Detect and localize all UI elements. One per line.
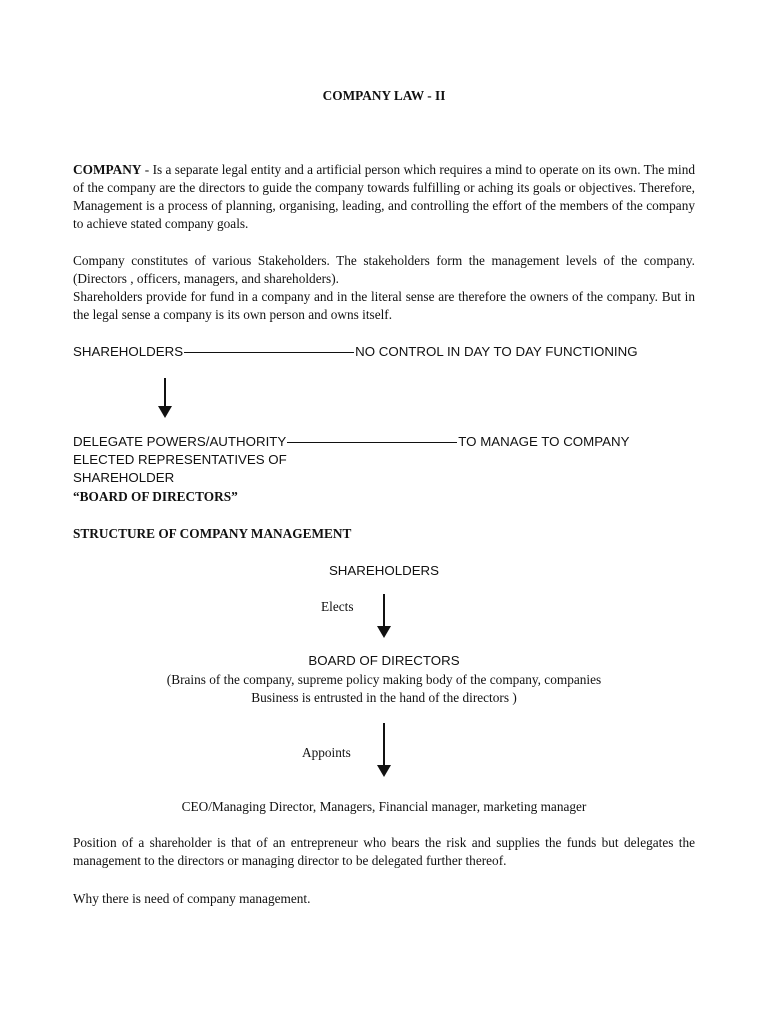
why-line: Why there is need of company management. (73, 891, 311, 906)
shareholders-flow-line (73, 343, 638, 361)
down-arrow-icon (374, 723, 394, 777)
manage-label: TO MANAGE TO COMPANY (458, 434, 630, 449)
elected-label: ELECTED REPRESENTATIVES OF (73, 452, 287, 467)
middle-desc-1: (Brains of the company, supreme policy making body of the company, companies (166, 672, 602, 687)
dash-line (184, 352, 354, 353)
appoints-label: Appoints (302, 745, 351, 760)
board-of-directors-quote: “BOARD OF DIRECTORS” (73, 489, 238, 504)
stakeholders-text: Company constitutes of various Stakeholders. The stakeholders form the management levels of the company.(Directors , officers, managers, and shareholders). (73, 253, 695, 286)
structure-bottom: CEO/Managing Director, Managers, Financial manager, marketing manager (181, 799, 587, 814)
down-arrow-icon (155, 378, 175, 418)
structure-top: SHAREHOLDERS (328, 563, 440, 578)
company-term: COMPANY (73, 162, 142, 177)
shareholders-label: SHAREHOLDERS (73, 344, 184, 359)
shareholder-label: SHAREHOLDER (73, 470, 175, 485)
delegate-flow (73, 433, 629, 487)
position-paragraph: Position of a shareholder is that of an entrepreneur who bears the risk and supplies the funds but delegates the management to the directors or managing director to be delegated further thereof. (73, 835, 695, 868)
stakeholders-paragraph (73, 252, 695, 324)
intro-text: - Is a separate legal entity and a artificial person which requires a mind to operate on its own. The mind of the company are the directors to guide the company towards fulfilling or aching its goals or objectives. Therefore, Management is a process of planning, organising, leading, and controlling the effort of the members of the company to achieve stated company goals. (73, 162, 695, 231)
delegate-label: DELEGATE POWERS/AUTHORITY (73, 434, 287, 449)
shareholders-text: Shareholders provide for fund in a company and in the literal sense are therefore the owners of the company. But in the legal sense a company is its own person and owns itself. (73, 289, 695, 322)
dash-line (287, 442, 457, 443)
page-title: COMPANY LAW - II (322, 88, 446, 103)
middle-desc-2: Business is entrusted in the hand of the directors ) (251, 690, 517, 705)
no-control-label: NO CONTROL IN DAY TO DAY FUNCTIONING (355, 344, 638, 359)
structure-middle: BOARD OF DIRECTORS (308, 653, 460, 668)
structure-heading: STRUCTURE OF COMPANY MANAGEMENT (73, 526, 352, 541)
down-arrow-icon (374, 594, 394, 638)
elects-label: Elects (321, 599, 354, 614)
intro-paragraph (73, 161, 695, 233)
